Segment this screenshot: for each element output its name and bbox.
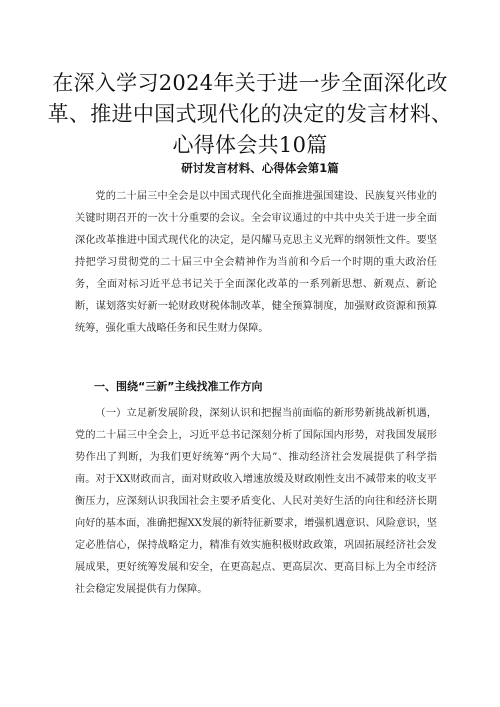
subheading-1: 一、围绕“三新”主线找准工作方向 <box>94 380 263 393</box>
body-paragraph-2: （一）立足新发展阶段，深刻认识和把握当前面临的新形势新挑战新机遇，党的二十届三中全会上，习近平总书记深刻分析了国际国内形势，对我国发展形势作出了判断，为我们更好统筹“两个大局”、推动经济社会发展提供了科学指南。对于XX财政而言，面对财政收入增速放缓及财政刚性支出不减带来的收支平衡压力，应深刻认识我国社会主要矛盾变化、人民对美好生活的向往和经济长期向好的基本面，准确把握XX发展的新特征新要求，增强机遇意识、风险意识，坚定必胜信心，保持战略定力，精准有效实施积极财政政策，巩固拓展经济社会发展成果，更好统筹发展和安全，在更高起点、更高层次、更高目标上为全市经济社会稳定发展提供有力保障。 <box>75 408 437 595</box>
body-paragraph-1: 党的二十届三中全会是以中国式现代化全面推进强国建设、民族复兴伟业的关键时期召开的一次十分重要的会议。全会审议通过的中共中央关于进一步全面深化改革推进中国式现代化的决定，是闪耀马克思主义光辉的纲领性文件。要坚持把学习贯彻党的二十届三中全会精神作为当前和今后一个时期的重大政治任务，全面对标习近平总书记关于全面深化改革的一系列新思想、新观点、新论断，谋划落实好新一轮财政财税体制改革，健全预算制度，加强财政资源和预算统筹，强化重大战略任务和民生财力保障。 <box>75 191 437 334</box>
paragraph-block-2 <box>75 403 437 693</box>
section-title: 研讨发言材料、心得体会第1篇 <box>181 161 339 175</box>
paragraph-block-1 <box>75 186 437 366</box>
document-title: 在深入学习2024年关于进一步全面深化改革、推进中国式现代化的决定的发言材料、心得体会共10篇 <box>47 71 453 158</box>
